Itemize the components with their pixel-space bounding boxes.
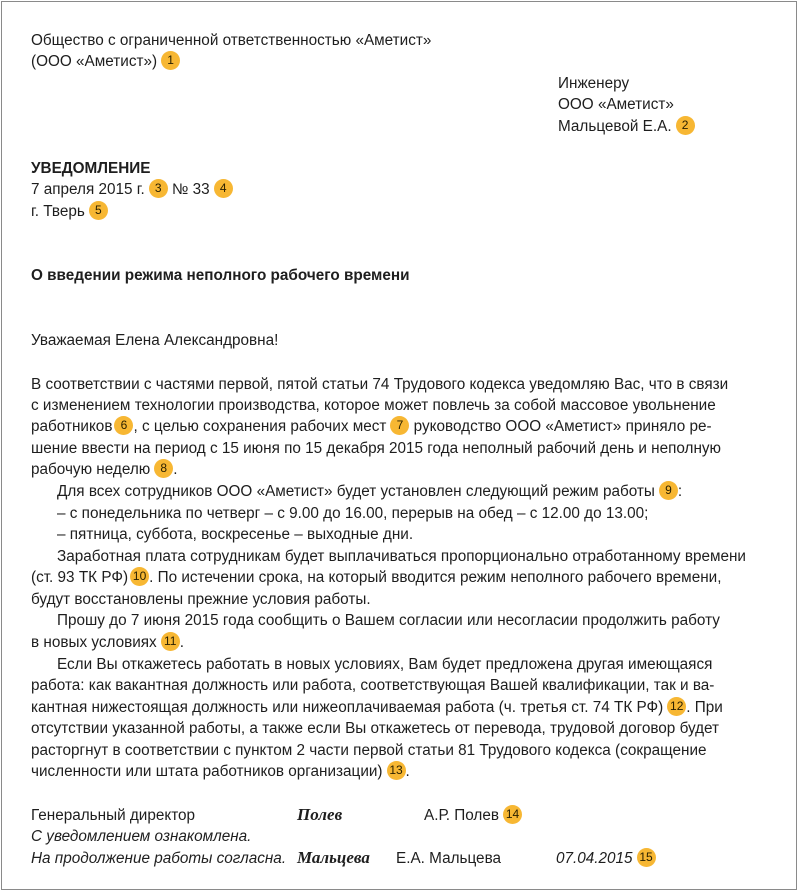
body-line: кантная нижестоящая должность или нижеоплачиваемая работа (ч. третья ст. 74 ТК РФ) 12 . При xyxy=(31,698,723,716)
director-signature: Полев xyxy=(297,805,343,824)
doc-date-number: 7 апреля 2015 г. 3 № 33 4 xyxy=(31,179,233,200)
footnote-badge: 14 xyxy=(503,805,522,824)
addressee-name: Мальцевой Е.А. 2 xyxy=(558,116,695,137)
doc-subject: О введении режима неполного рабочего времени xyxy=(31,267,410,284)
body-line: В соответствии с частями первой, пятой статьи 74 Трудового кодекса уведомляю Вас, что в связи xyxy=(31,376,729,393)
footnote-badge: 2 xyxy=(676,116,695,135)
employee-signature: Мальцева xyxy=(297,848,370,867)
footnote-badge: 15 xyxy=(637,848,656,867)
body-line: – с понедельника по четверг – с 9.00 до 16.00, перерыв на обед – с 12.00 до 13.00; xyxy=(57,505,649,522)
body-line: шение ввести на период с 15 июня по 15 декабря 2015 года неполный рабочий день и неполную xyxy=(31,440,722,457)
footnote-badge: 8 xyxy=(154,459,173,478)
salutation: Уважаемая Елена Александровна! xyxy=(31,332,279,349)
footnote-badge: 13 xyxy=(387,761,406,780)
footnote-badge: 4 xyxy=(214,179,233,198)
body-line: Заработная плата сотрудникам будет выплачиваться пропорционально отработанному времени xyxy=(57,548,746,565)
body-line: Прошу до 7 июня 2015 года сообщить о Вашем согласии или несогласии продолжить работу xyxy=(57,612,720,629)
body-line: расторгнут в соответствии с пунктом 2 части первой статьи 81 Трудового кодекса (сокращение xyxy=(31,742,707,759)
footnote-badge: 3 xyxy=(149,179,168,198)
org-short-name: (ООО «Аметист») 1 xyxy=(31,51,180,72)
footnote-badge: 6 xyxy=(114,416,133,435)
sign-date: 07.04.2015 15 xyxy=(556,848,656,869)
body-line: численности или штата работников организации) 13 . xyxy=(31,762,410,780)
body-line: работников 6 , с целью сохранения рабочих мест 7 руководство ООО «Аметист» приняло ре- xyxy=(31,417,712,435)
doc-place: г. Тверь 5 xyxy=(31,201,108,222)
addressee-position: Инженеру xyxy=(558,75,630,92)
body-line: будут восстановлены прежние условия работы. xyxy=(31,591,371,608)
doc-type: УВЕДОМЛЕНИЕ xyxy=(31,160,151,177)
footnote-badge: 1 xyxy=(161,51,180,70)
acquaintance-note: С уведомлением ознакомлена. xyxy=(31,828,252,845)
footnote-badge: 12 xyxy=(667,697,686,716)
director-title: Генеральный директор xyxy=(31,807,196,824)
body-line: с изменением технологии производства, которое может повлечь за собой массовое увольнение xyxy=(31,397,716,414)
body-line: (ст. 93 ТК РФ) 10 . По истечении срока, на который вводится режим неполного рабочего времени, xyxy=(31,568,722,586)
consent-note: На продолжение работы согласна. xyxy=(31,850,287,867)
director-name: А.Р. Полев 14 xyxy=(424,805,522,826)
org-full-name: Общество с ограниченной ответственностью «Аметист» xyxy=(31,32,432,49)
addressee-org: ООО «Аметист» xyxy=(558,96,674,113)
footnote-badge: 5 xyxy=(89,201,108,220)
footnote-badge: 9 xyxy=(659,481,678,500)
body-line: рабочую неделю 8 . xyxy=(31,460,178,478)
body-line: в новых условиях 11 . xyxy=(31,633,184,651)
body-line: Если Вы откажетесь работать в новых условиях, Вам будет предложена другая имеющаяся xyxy=(57,656,713,673)
body-line: – пятница, суббота, воскресенье – выходные дни. xyxy=(57,526,414,543)
footnote-badge: 11 xyxy=(161,632,180,651)
body-line: Для всех сотрудников ООО «Аметист» будет установлен следующий режим работы 9 : xyxy=(57,482,683,500)
body-line: работа: как вакантная должность или работа, соответствующая Вашей квалификации, так и ва- xyxy=(31,677,715,694)
body-line: отсутствии указанной работы, а также если Вы откажетесь от перевода, трудовой договор будет xyxy=(31,720,720,737)
footnote-badge: 7 xyxy=(390,416,409,435)
employee-name: Е.А. Мальцева xyxy=(396,850,502,867)
footnote-badge: 10 xyxy=(130,567,149,586)
